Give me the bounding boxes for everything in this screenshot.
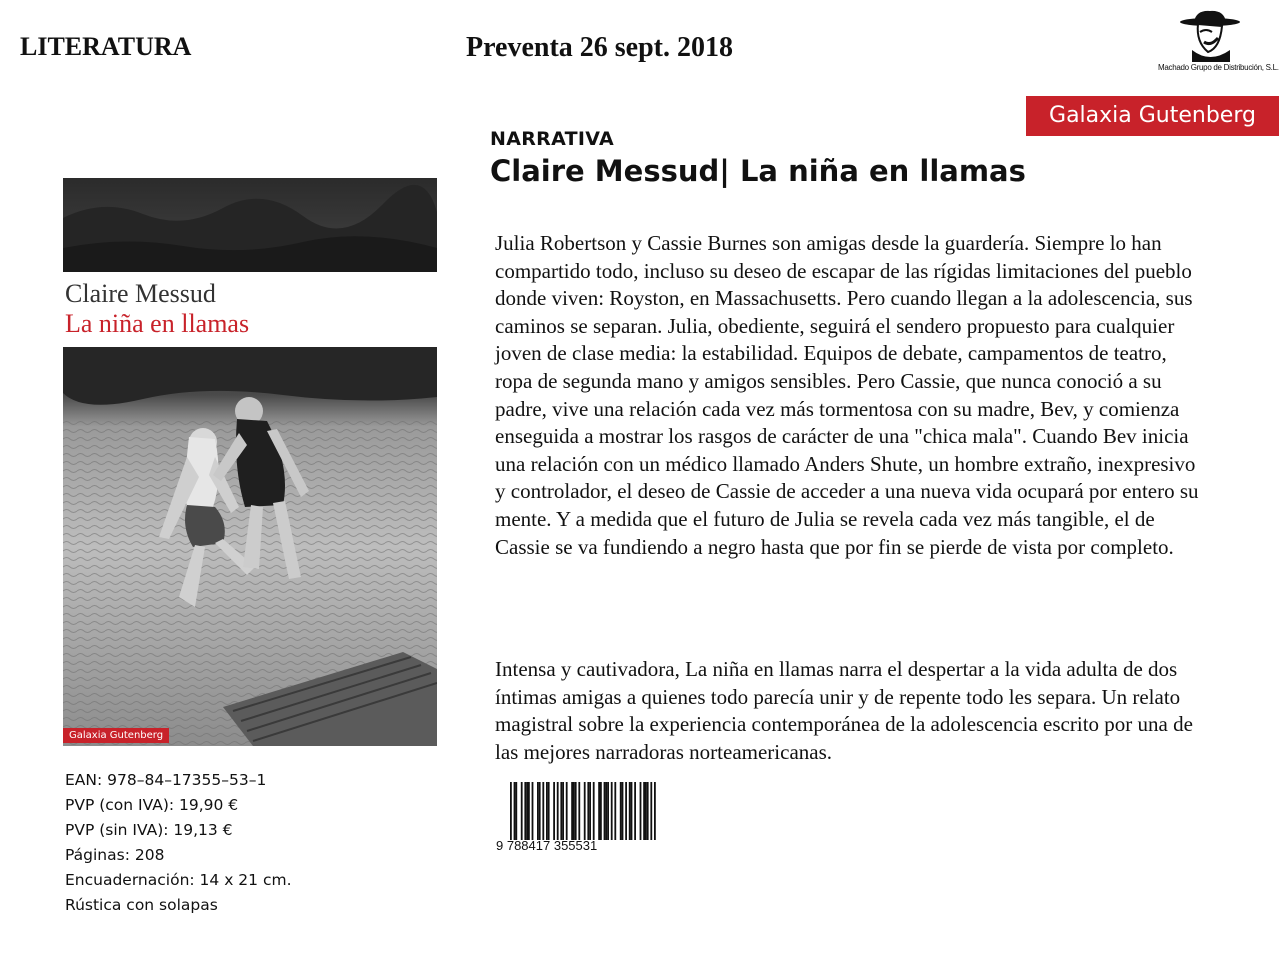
book-title: Claire Messud| La niña en llamas	[490, 154, 1026, 188]
barcode-bar	[542, 782, 544, 840]
barcode-bar	[589, 782, 591, 840]
barcode-bar	[587, 782, 589, 840]
barcode-bar	[620, 782, 622, 840]
cover-photo-girls-jumping	[63, 347, 437, 746]
barcode-bar	[604, 782, 606, 840]
barcode-bars	[496, 780, 658, 840]
distributor-logo	[1158, 8, 1279, 78]
barcode-bar	[528, 782, 530, 840]
spec-acabado: Rústica con solapas	[65, 896, 218, 914]
barcode-bar	[629, 782, 631, 840]
spec-paginas: Páginas: 208	[65, 846, 165, 864]
barcode-bar	[553, 782, 555, 840]
barcode	[496, 780, 658, 858]
barcode-bar	[600, 782, 602, 840]
barcode-bar	[634, 782, 636, 840]
synopsis-paragraph: Intensa y cautivadora, La niña en llamas narra el despertar a la vida adulta de dos íntimas amigas a quienes todo parecía unir y de repente todo les separa. Un relato magistral sobre la experiencia contemporánea de la adolescencia escrito por una de las mejores narradoras norteamericanas.	[495, 657, 1193, 764]
spec-pvp-con-iva: PVP (con IVA): 19,90 €	[65, 796, 239, 814]
barcode-bar	[607, 782, 609, 840]
barcode-bar	[598, 782, 600, 840]
barcode-bar	[625, 782, 627, 840]
genre-label: NARRATIVA	[490, 128, 614, 150]
barcode-bar	[573, 782, 575, 840]
barcode-digits: 9 788417 355531	[496, 838, 598, 853]
section-label: LITERATURA	[20, 32, 192, 61]
barcode-bar	[622, 782, 624, 840]
barcode-bar	[521, 782, 523, 840]
barcode-bar	[526, 782, 528, 840]
barcode-bar	[510, 782, 512, 840]
barcode-bar	[640, 782, 642, 840]
cover-forest-image	[63, 178, 437, 272]
spec-pvp-sin-iva: PVP (sin IVA): 19,13 €	[65, 821, 233, 839]
hat-man-icon	[1178, 8, 1242, 62]
barcode-bar	[557, 782, 559, 840]
barcode-bar	[647, 782, 649, 840]
barcode-bar	[605, 782, 607, 840]
book-cover	[63, 178, 437, 746]
publisher-badge: Galaxia Gutenberg	[1026, 96, 1279, 136]
barcode-bar	[562, 782, 564, 840]
presale-date: Preventa 26 sept. 2018	[466, 32, 733, 63]
barcode-bar	[611, 782, 613, 840]
barcode-bar	[571, 782, 573, 840]
cover-author: Claire Messud	[65, 279, 216, 308]
barcode-bar	[566, 782, 568, 840]
book-specs	[65, 768, 292, 918]
barcode-bar	[593, 782, 595, 840]
barcode-bar	[515, 782, 517, 840]
distributor-name: Machado Grupo de Distribución, S.L.	[1158, 63, 1279, 72]
barcode-bar	[645, 782, 647, 840]
barcode-bar	[654, 782, 656, 840]
barcode-bar	[578, 782, 580, 840]
barcode-bar	[631, 782, 633, 840]
barcode-bar	[650, 782, 652, 840]
barcode-bar	[575, 782, 577, 840]
barcode-bar	[560, 782, 562, 840]
cover-title: La niña en llamas	[65, 309, 250, 338]
spec-ean: EAN: 978–84–17355–53–1	[65, 771, 267, 789]
barcode-bar	[524, 782, 526, 840]
barcode-bar	[546, 782, 548, 840]
barcode-bar	[548, 782, 550, 840]
cover-publisher-tag: Galaxia Gutenberg	[63, 728, 169, 743]
barcode-bar	[539, 782, 541, 840]
barcode-bar	[643, 782, 645, 840]
barcode-bar	[584, 782, 586, 840]
barcode-bar	[514, 782, 516, 840]
synopsis-paragraph: Julia Robertson y Cassie Burnes son amigas desde la guardería. Siempre lo han compartido todo, incluso su deseo de escapar de las rígidas limitaciones del pueblo donde viven: Royston, en Massachusetts. Pero cuando llegan a la adolescencia, sus caminos se separan. Julia, obediente, seguirá el sendero propuesto para cualquier joven de clase media: la estabilidad. Equipos de debate, campamentos de teatro, ropa de segunda mano y amigos sensibles. Pero Cassie, que nunca conoció a su padre, vive una relación cada vez más tormentosa con su madre, Bev, y comienza enseguida a mostrar los rasgos de carácter de una "chica mala". Cuando Bev inicia una relación con un médico llamado Anders Shute, un hombre extraño, inexpresivo y controlador, el deseo de Cassie de acceder a una nueva vida ocupará por entero su mente. Y a medida que el futuro de Julia se revela cada vez más tangible, el de Cassie se va fundiendo a negro hasta que por fin se pierde de vista por completo.	[495, 231, 1199, 559]
barcode-bar	[614, 782, 616, 840]
spec-encuadernacion: Encuadernación: 14 x 21 cm.	[65, 871, 292, 889]
barcode-bar	[537, 782, 539, 840]
barcode-bar	[532, 782, 534, 840]
